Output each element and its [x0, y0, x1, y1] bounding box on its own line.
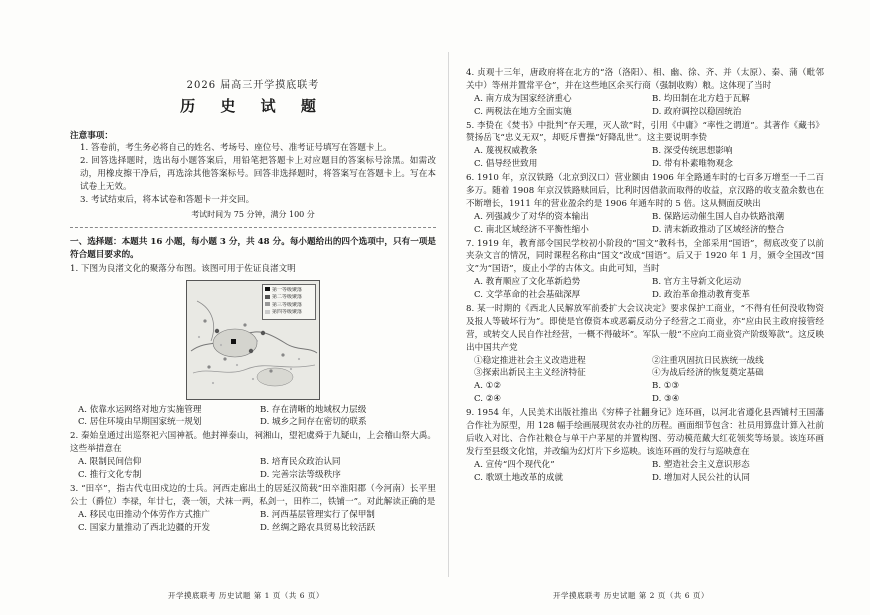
option-a: A. 教育顺应了文化革新趋势 [474, 277, 581, 288]
page-1-footer: 开学摸底联考 历史试题 第 1 页（共 6 页） [168, 591, 324, 600]
notice-item: 3. 考试结束后，将本试卷和答题卡一并交回。 [80, 194, 255, 205]
option-a: A. 依靠水运网络对地方实施管理 [78, 404, 202, 415]
option-a: A. 南方成为国家经济重心 [474, 93, 572, 104]
page-2 [466, 66, 824, 485]
option-c: C. 歌颂土地改革的成就 [474, 472, 564, 483]
question-8-choices [466, 355, 824, 381]
exam-title: 2026 届高三开学摸底联考 [186, 80, 320, 91]
question-6-stem: 6. 1910 年，京汉铁路（北京到汉口）营业额由 1906 年全路通车时的七百多万增至一千二百多万。随着 1908 年京汉铁路赎回后，比利时因借款而取得的收益，京汉路的收支盈余数也在不断增长，1911 年的营业盈余约是 1906 年通车时的 5 倍。这从侧面反映出 [466, 173, 824, 209]
option-c: C. 国家力量推动了西北边疆的开发 [78, 522, 211, 533]
option-a: A. 宣传“四个现代化” [474, 459, 555, 470]
option-c: C. 两税法在地方全面实施 [474, 106, 572, 117]
question-1-stem: 1. 下图为良渚文化的聚落分布图。该图可用于佐证良渚文明 [70, 263, 296, 274]
option-b: B. 河西基层管理实行了保甲制 [260, 509, 375, 520]
question-5-stem: 5. 李贽在《焚书》中批判“存天理，灭人欲”时，引用《中庸》“率性之谓道”。其著作《藏书》赞扬岳飞“忠义无双”，却贬斥曹操“好降乱世”。这主要说明李贽 [466, 120, 824, 144]
option-c: C. 倡导经世致用 [474, 159, 538, 170]
question-4-options [466, 93, 824, 119]
section-heading: 一、选择题：本题共 16 小题，每小题 3 分，共 48 分。每小题给出的四个选项中，只有一项是符合题目要求的。 [70, 236, 436, 260]
option-c: C. ②④ [474, 394, 502, 405]
option-a: A. 蔑视权威教条 [474, 146, 538, 157]
question-3-stem: 3. “田卒”，指古代屯田戍边的士兵。河西走廊出土的居延汉简载“田卒淮阳郡（今河南）长平里公士（爵位）李禄，年廿七，袭一领，犬袜一两，私剑一，田柞二，铁铺一”。对此解读正确的是 [70, 483, 436, 507]
option-b: B. 存在清晰的地域权力层级 [260, 404, 367, 415]
notice-item: 2. 回答选择题时，选出每小题答案后，用铅笔把答题卡上对应题目的答案标号涂黑。如需改动，用橡皮擦干净后，再选涂其他答案标号。回答非选择题时，将答案写在答题卡上。写在本试卷上无效。 [80, 156, 436, 193]
option-b: B. 官方主导新文化运动 [652, 277, 742, 288]
option-d: D. 清末新政推动了区域经济的整合 [652, 224, 785, 235]
exam-subtitle: 历 史 试 题 [180, 97, 326, 115]
question-8-stem: 8. 某一时期的《西北人民解放军前委扩大会议决定》要求保护工商业，“不得有任何没收物资及报人等破坏行为”。即使是官僚资本或恶霸反动分子经营之工商业，亦“应由民主政府接管经营，或转交人民自作社经营，一概不得破坏”。军队一般“不应向工商业资产阶级筹款”。这反映出中国共产党 [466, 304, 824, 353]
option-d: D. 增加对人民公社的认同 [652, 472, 750, 483]
page-2-footer: 开学摸底联考 历史试题 第 2 页（共 6 页） [553, 591, 709, 600]
choice-1: ①稳定推进社会主义改造进程 [474, 355, 586, 366]
choice-2: ②注重巩固抗日民族统一战线 [652, 355, 764, 366]
option-b: B. 均田制在北方趋于瓦解 [652, 93, 750, 104]
option-a: A. 限制民间信仰 [78, 457, 142, 468]
option-d: D. 丝绸之路农具贸易比较活跃 [260, 522, 376, 533]
question-4-stem: 4. 贞观十三年，唐政府将在北方的“洛（洛阳）、相、幽、徐、齐、并（太原）、秦、蒲（毗邻关中）等州并置常平仓”，并在这些地区余买行商（强制收购）粮。这体现了当时 [466, 68, 824, 91]
legend-tier3: 第三等级聚落 [272, 301, 303, 308]
option-a: A. 移民屯田推动个体劳作方式推广 [78, 509, 210, 520]
option-a: A. ①② [474, 381, 502, 392]
notice-heading: 注意事项： [70, 130, 113, 141]
question-3-options [70, 509, 436, 535]
notice-item: 1. 答卷前，考生务必将自己的姓名、考场号、座位号、准考证号填写在答题卡上。 [80, 143, 392, 154]
option-d: D. 政府调控以稳固统治 [652, 106, 742, 117]
question-1-options [70, 404, 436, 430]
option-c: C. 推行文化专制 [78, 469, 142, 480]
option-c: C. 南北区域经济不平衡性缩小 [474, 224, 589, 235]
option-b: B. 塑造社会主义意识形态 [652, 459, 750, 470]
option-d: D. 城乡之间存在密切的联系 [260, 417, 367, 428]
page-1 [70, 68, 436, 534]
option-d: D. 政治革命推动教育变革 [652, 290, 750, 301]
map-legend [262, 284, 316, 320]
dashed-divider [70, 227, 436, 228]
option-b: B. 培育民众政治认同 [260, 457, 341, 468]
settlement-map-figure [186, 280, 320, 400]
option-b: B. ①③ [652, 381, 680, 392]
question-2-options [70, 456, 436, 482]
legend-tier4: 第四等级聚落 [272, 309, 303, 316]
option-d: D. 带有朴素唯物观念 [652, 159, 733, 170]
question-7-options [466, 276, 824, 302]
choice-4: ④为战后经济的恢复奠定基础 [652, 368, 764, 379]
question-6-options [466, 211, 824, 237]
option-c: C. 文学革命的社会基础深厚 [474, 290, 581, 301]
legend-tier2: 第二等级聚落 [272, 294, 303, 301]
option-d: D. ③④ [652, 394, 680, 405]
question-8-options [466, 380, 824, 406]
option-d: D. 完善宗法等级秩序 [260, 469, 341, 480]
option-b: B. 深受传统思想影响 [652, 146, 733, 157]
question-9-stem: 9. 1954 年，人民美术出版社推出《穷棒子社翻身记》连环画，以河北省遵化县西铺村王国藩合作社为原型，用 128 幅手绘画展现贫农办社的历程。画面细节包含：社员用算盘计算入社前后收入对比、合作社粮仓与单干户茅屋的并置构图、劳动模范戴大红花领奖等场景。该连环画发行至县级文化馆，并改编为幻灯片下乡巡映。该连环画的发行与巡映意在 [466, 408, 824, 457]
question-5-options [466, 145, 824, 171]
option-a: A. 列强减少了对华的资本输出 [474, 211, 589, 222]
question-7-stem: 7. 1919 年，教育部令国民学校初小阶段的“国文”教科书，全部采用“国语”，彻底改变了以前夹杂文言的情况，同时课程名称由“国文”改成“国语”。后又于 1920 年 1 月，颁令全国改“国文”为“国语”，废止小学的古体文。由此可知，当时 [466, 238, 824, 275]
page-divider [448, 52, 449, 577]
exam-meta: 考试时间为 75 分钟，满分 100 分 [191, 209, 315, 219]
option-c: C. 居住环境由早期国家统一规划 [78, 417, 202, 428]
question-9-options [466, 459, 824, 485]
legend-tier1: 第一等级聚落 [272, 286, 303, 293]
choice-3: ③探索出新民主主义经济特征 [474, 368, 586, 379]
option-b: B. 保路运动催生国人自办铁路浪潮 [652, 211, 785, 222]
question-2-stem: 2. 秦始皇通过出巡祭祀六国神祇。他封禅泰山，祠湘山，望祀虞舜于九疑山，上会稽山祭大禹。这些举措意在 [70, 431, 436, 455]
